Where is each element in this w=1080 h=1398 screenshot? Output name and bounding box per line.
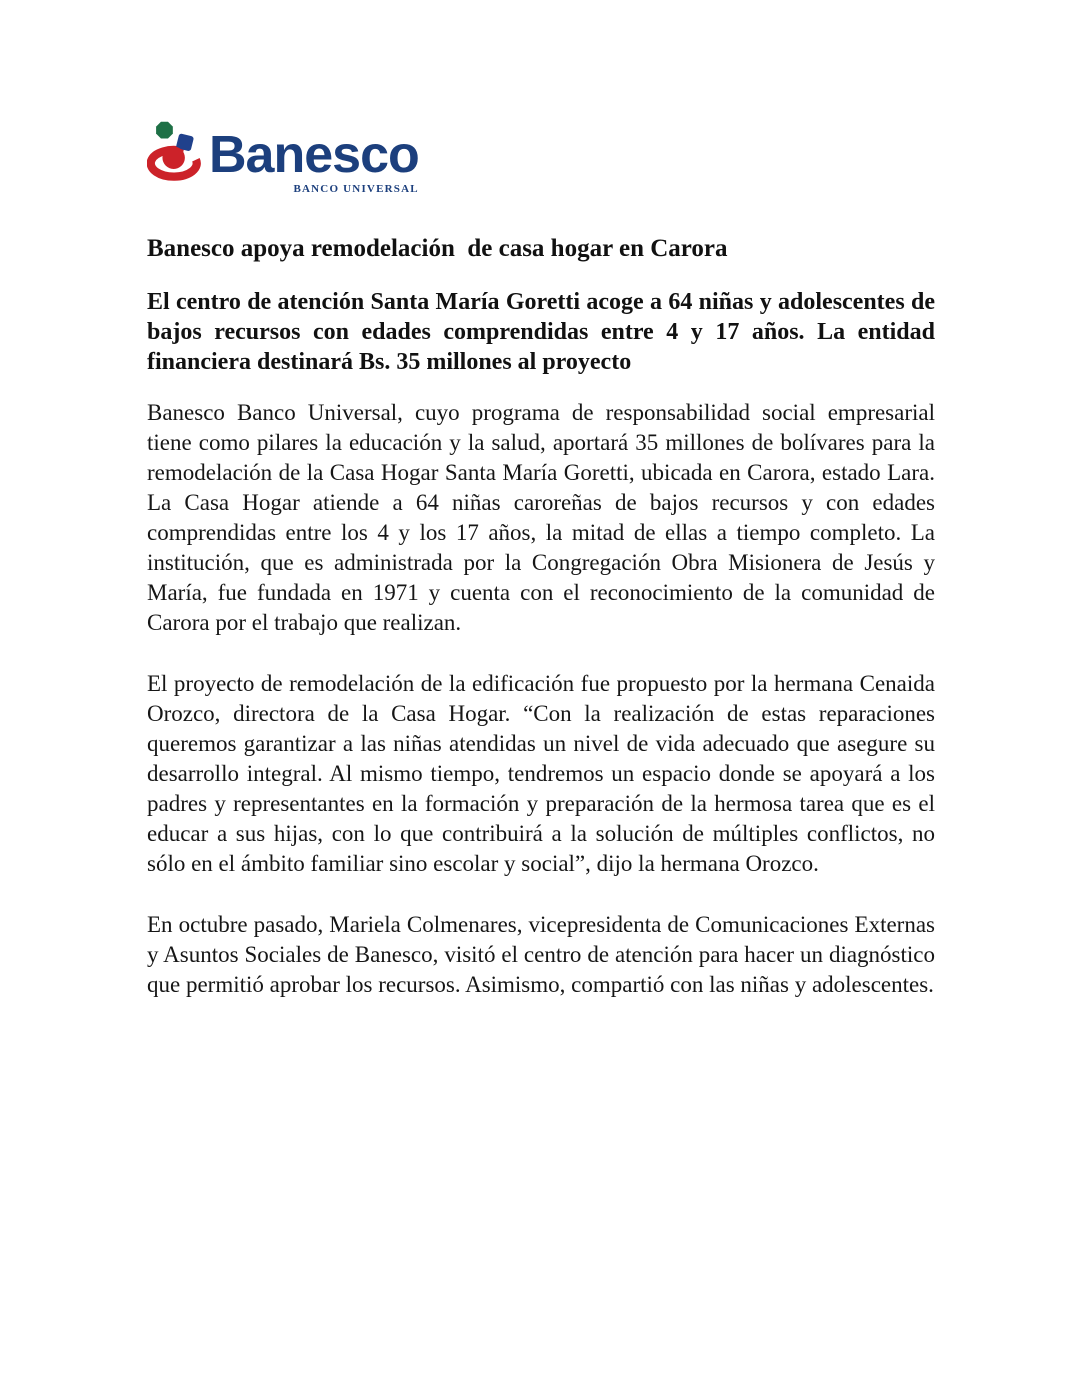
press-release-body (147, 234, 935, 1000)
paragraph-3: En octubre pasado, Mariela Colmenares, vicepresidenta de Comunicaciones Externas y Asuntos Sociales de Banesco, visitó el centro de atención para hacer un diagnóstico que permitió aprobar los recursos. Asimismo, compartió con las niñas y adolescentes. (147, 912, 935, 997)
paragraph-1: Banesco Banco Universal, cuyo programa de responsabilidad social empresarial tiene como pilares la educación y la salud, aportará 35 millones de bolívares para la remodelación de la Casa Hogar Santa María Goretti, ubicada en Carora, estado Lara. La Casa Hogar atiende a 64 niñas caroreñas de bajos recursos y con edades comprendidas entre los 4 y los 17 años, la mitad de ellas a tiempo completo. La institución, que es administrada por la Congregación Obra Misionera de Jesús y María, fue fundada en 1971 y cuenta con el reconocimiento de la comunidad de Carora por el trabajo que realizan. (147, 400, 935, 635)
logo-tagline-text: BANCO UNIVERSAL (293, 183, 419, 195)
logo-wordmark (209, 116, 419, 195)
banesco-logo (147, 116, 935, 195)
logo-red-ball-shape (162, 147, 184, 169)
document-title: Banesco apoya remodelación de casa hogar en Carora (147, 235, 728, 262)
banesco-logo-mark-icon (147, 116, 204, 182)
logo-brand-text: Banesco (209, 126, 419, 184)
document-subtitle: El centro de atención Santa María Goretti acoge a 64 niñas y adolescentes de bajos recursos con edades comprendidas entre 4 y 17 años. La entidad financiera destinará Bs. 35 millones al proyecto (147, 289, 935, 375)
paragraph-2: El proyecto de remodelación de la edificación fue propuesto por la hermana Cenaida Orozco, directora de la Casa Hogar. “Con la realización de estas reparaciones queremos garantizar a las niñas atendidas un nivel de vida adecuado que asegure su desarrollo integral. Al mismo tiempo, tendremos un espacio donde se apoyará a los padres y representantes en la formación y preparación de la hermosa tarea que es el educar a sus hijas, con lo que contribuirá a la solución de múltiples conflictos, no sólo en el ámbito familiar sino escolar y social”, dijo la hermana Orozco. (147, 671, 935, 876)
logo-green-octagon-shape (156, 122, 173, 139)
